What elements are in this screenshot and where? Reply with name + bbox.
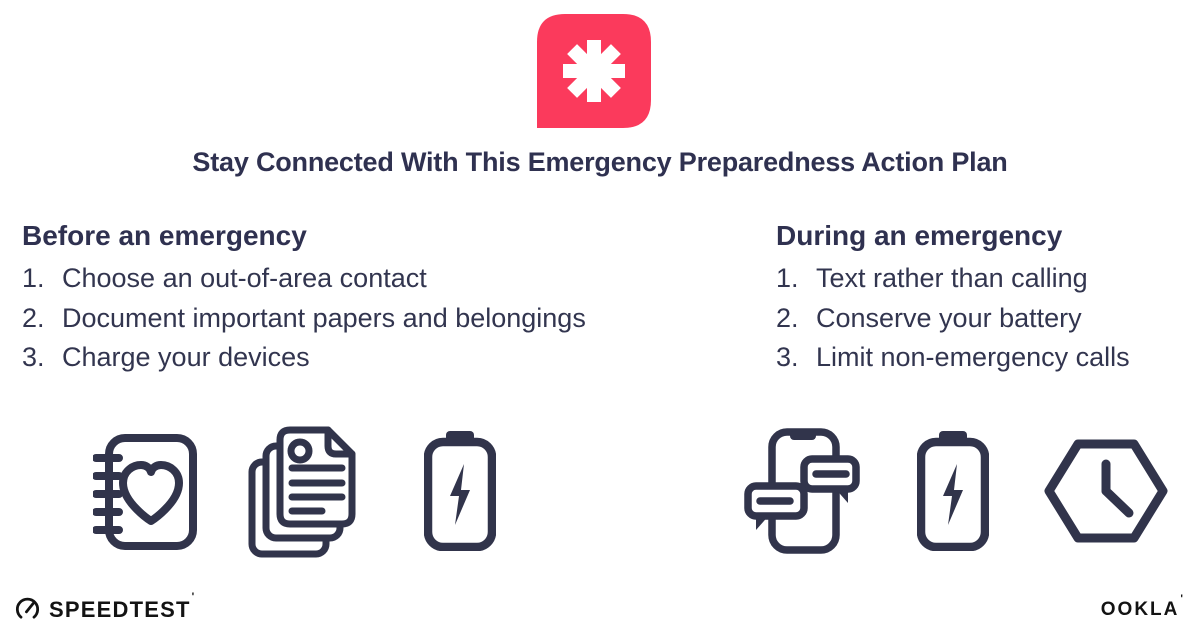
list-text: Charge your devices (62, 342, 310, 372)
phone-text-messages-icon (742, 426, 860, 556)
list-item (22, 299, 742, 339)
trademark-tick: ' (1180, 593, 1185, 605)
contact-notebook-icon (93, 433, 197, 551)
list-item (776, 259, 1196, 299)
during-emergency-column (776, 219, 1196, 378)
list-text: Conserve your battery (816, 302, 1082, 333)
ookla-logo (1100, 593, 1185, 621)
trademark-tick: ' (191, 590, 196, 603)
list-text: Text rather than calling (816, 263, 1088, 293)
list-number: 2. (22, 302, 45, 333)
ookla-wordmark: OOKLA' (1100, 593, 1185, 620)
list-number: 3. (776, 342, 799, 372)
list-item (22, 259, 742, 299)
emergency-asterisk-icon (537, 14, 651, 128)
before-emergency-heading: Before an emergency (22, 220, 307, 251)
hexagon-clock-icon (1044, 437, 1168, 545)
list-text: Document important papers and belongings (62, 302, 586, 333)
list-text: Choose an out-of-area contact (62, 263, 427, 293)
list-number: 3. (22, 342, 45, 372)
before-emergency-column (22, 219, 742, 378)
list-item (776, 338, 1196, 378)
during-emergency-heading: During an emergency (776, 220, 1063, 251)
battery-charge-icon (917, 429, 989, 551)
list-number: 2. (776, 302, 799, 333)
battery-charge-icon (424, 429, 496, 551)
speedtest-gauge-icon (14, 596, 41, 623)
list-item (22, 338, 742, 378)
speedtest-wordmark: SPEEDTEST' (49, 590, 196, 622)
list-number: 1. (776, 263, 799, 293)
list-item (776, 299, 1196, 339)
page-title: Stay Connected With This Emergency Preparedness Action Plan (192, 147, 1008, 177)
list-text: Limit non-emergency calls (816, 342, 1130, 372)
documents-stack-icon (248, 426, 360, 558)
list-number: 1. (22, 263, 45, 293)
emergency-asterisk-badge (537, 14, 651, 128)
speedtest-logo (14, 590, 196, 623)
